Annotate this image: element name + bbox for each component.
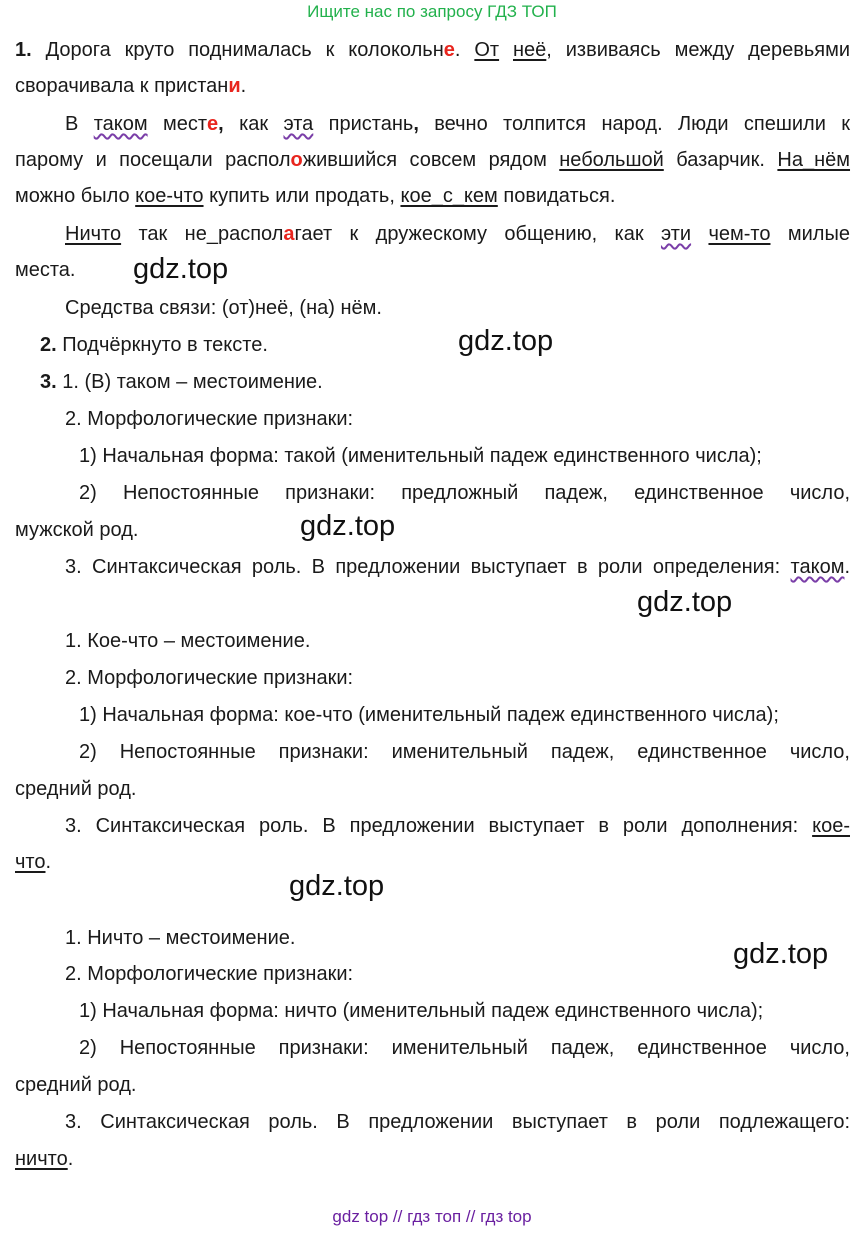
wavy-underlined-word: эти (660, 223, 692, 245)
watermark: gdz.top (637, 586, 733, 618)
answer-3-title: 3. 1. (В) таком – местоимение. (40, 371, 323, 393)
text-line: 1) Начальная форма: такой (именительный падеж единственного числа); (79, 445, 762, 467)
wavy-underlined-word: таком (790, 556, 845, 578)
wavy-underlined-word: таком (93, 113, 148, 135)
text-line: 2. Морфологические признаки: (65, 963, 354, 985)
underlined-word: небольшой (559, 149, 664, 171)
text-line: 1. Ничто – местоимение. (65, 927, 296, 949)
text-line: 2. Морфологические признаки: (65, 408, 354, 430)
underlined-word: чем-то (708, 223, 771, 245)
text-line: 2. Морфологические признаки: (65, 667, 354, 689)
underlined-word: От (474, 39, 500, 61)
text-line: В таком месте, как эта пристань, вечно толпится народ. Люди спешили к (65, 113, 851, 135)
top-search-link[interactable]: Ищите нас по запросу ГДЗ ТОП (307, 2, 557, 21)
watermark: gdz.top (458, 325, 554, 357)
text-line: 2) Непостоянные признаки: предложный падеж, единственное число, (79, 482, 850, 504)
text-line: можно было кое-что купить или продать, кое_с_кем повидаться. (15, 185, 616, 207)
underlined-word: что (15, 851, 46, 873)
text-line: 2) Непостоянные признаки: именительный падеж, единственное число, (79, 741, 850, 763)
text-line: 1) Начальная форма: ничто (именительный падеж единственного числа); (79, 1000, 764, 1022)
watermark: gdz.top (133, 253, 229, 285)
text-line: сворачивала к пристани. (15, 75, 247, 97)
underlined-word: На_нём (777, 149, 851, 171)
text-line: мужской род. (15, 519, 139, 541)
text-line: 1. Дорога круто поднималась к колокольне. От неё, извиваясь между деревьями (15, 39, 851, 61)
text-line: Ничто так не_располагает к дружескому общению, как эти чем-то милые (65, 223, 850, 245)
text-line: что. (15, 851, 52, 873)
text-line: 2) Непостоянные признаки: именительный падеж, единственное число, (79, 1037, 850, 1059)
underlined-word: Ничто (65, 223, 122, 245)
text-line: места. (15, 259, 76, 281)
wavy-underlined-word: эта (283, 113, 314, 135)
text-line: 1) Начальная форма: кое-что (именительный падеж единственного числа); (79, 704, 779, 726)
watermark: gdz.top (300, 510, 396, 542)
text-line: средний род. (15, 778, 137, 800)
item-number: 1. (15, 39, 32, 61)
text-line: 1. Кое-что – местоимение. (65, 630, 311, 652)
underlined-word: ничто (15, 1148, 68, 1170)
text-line: 3. Синтаксическая роль. В предложении выступает в роли определения: таком. (65, 556, 851, 578)
text-line: 3. Синтаксическая роль. В предложении выступает в роли подлежащего: (65, 1111, 850, 1133)
text-line: Средства связи: (от)неё, (на) нём. (65, 297, 382, 319)
text-line: средний род. (15, 1074, 137, 1096)
footer-links[interactable]: gdz top // гдз топ // гдз top (332, 1207, 532, 1226)
underlined-word: кое- (812, 815, 850, 837)
answer-2: 2. Подчёркнуто в тексте. (40, 334, 268, 356)
underlined-word: кое_с_кем (400, 185, 498, 207)
watermark: gdz.top (733, 938, 829, 970)
text-line: парому и посещали расположившийся совсем рядом небольшой базарчик. На_нём (15, 149, 851, 171)
underlined-word: неё (513, 39, 547, 61)
text-line: ничто. (15, 1148, 74, 1170)
watermark: gdz.top (289, 870, 385, 902)
underlined-word: кое-что (135, 185, 204, 207)
text-line: 3. Синтаксическая роль. В предложении выступает в роли дополнения: кое- (65, 815, 850, 837)
